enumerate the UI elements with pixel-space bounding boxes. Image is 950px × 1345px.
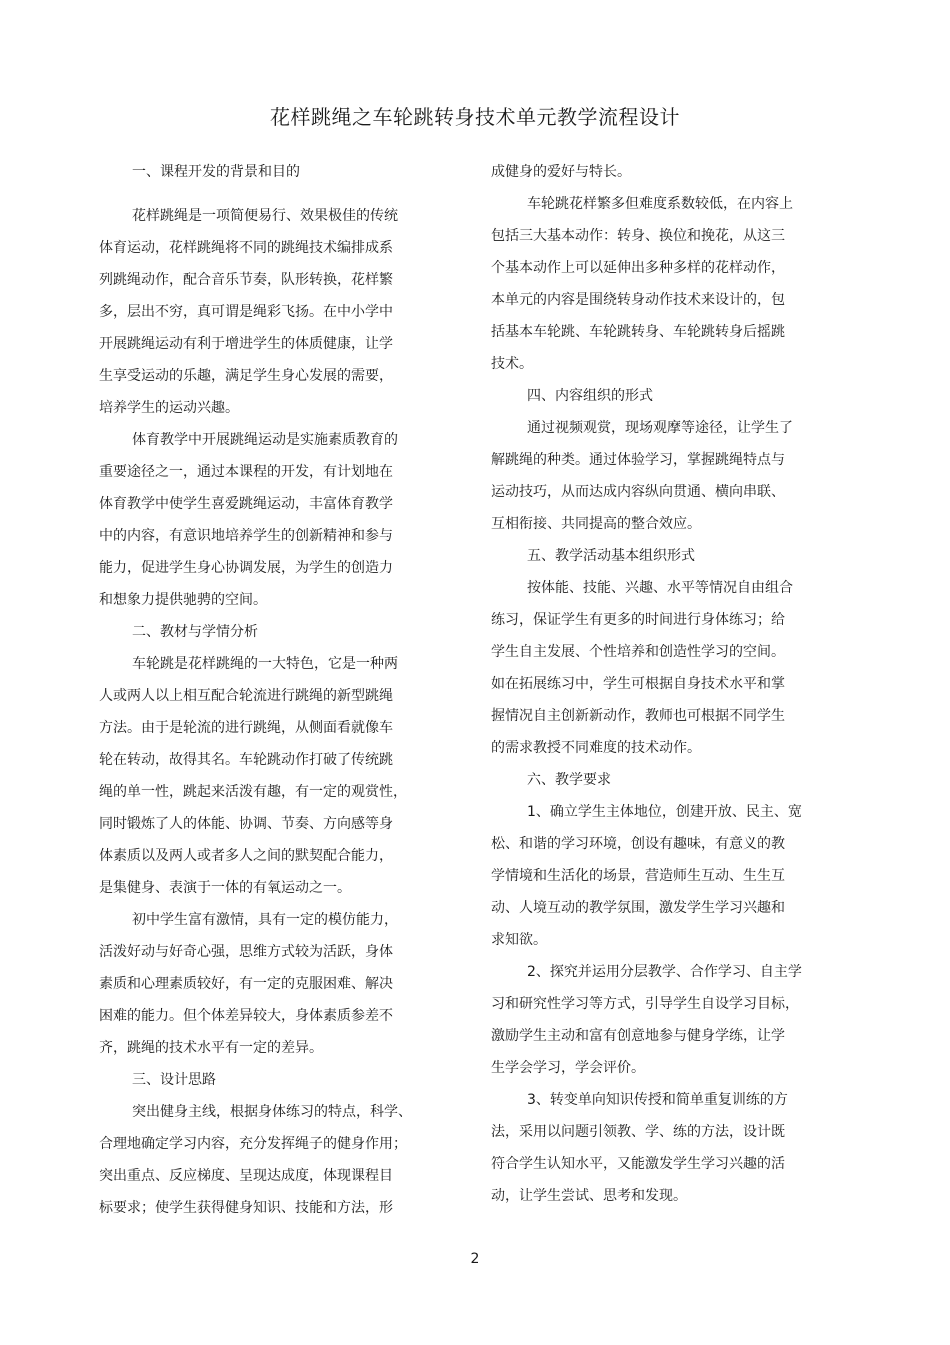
text-line: 同时锻炼了人的体能、协调、节奏、方向感等身	[99, 816, 393, 832]
text-line: 解跳绳的种类。通过体验学习，掌握跳绳特点与	[491, 452, 785, 468]
text-line: 是集健身、表演于一体的有氧运动之一。	[99, 880, 351, 896]
text-line: 运动技巧，从而达成内容纵向贯通、横向串联、	[491, 484, 785, 500]
text-line: 如在拓展练习中，学生可根据自身技术水平和掌	[491, 676, 785, 692]
text-line: 齐，跳绳的技术水平有一定的差异。	[99, 1040, 323, 1056]
text-line: 符合学生认知水平，又能激发学生学习兴趣的活	[491, 1156, 785, 1172]
text-line: 互相衔接、共同提高的整合效应。	[491, 516, 701, 532]
text-line: 的需求教授不同难度的技术动作。	[491, 740, 701, 756]
text-line: 一、课程开发的背景和目的	[132, 164, 300, 180]
text-line: 培养学生的运动兴趣。	[99, 400, 239, 416]
page-title: 花样跳绳之车轮跳转身技术单元教学流程设计	[270, 105, 680, 129]
text-line: 学情境和生活化的场景，营造师生互动、生生互	[491, 868, 785, 884]
text-line: 松、和谐的学习环境，创设有趣味，有意义的教	[491, 836, 785, 852]
text-line: 法，采用以问题引领教、学、练的方法，设计既	[491, 1124, 785, 1140]
text-line: 二、教材与学情分析	[132, 624, 258, 640]
text-line: 括基本车轮跳、车轮跳转身、车轮跳转身后摇跳	[491, 324, 785, 340]
text-line: 突出健身主线，根据身体练习的特点，科学、	[132, 1104, 412, 1120]
text-line: 按体能、技能、兴趣、水平等情况自由组合	[527, 580, 793, 596]
text-line: 素质和心理素质较好，有一定的克服困难、解决	[99, 976, 393, 992]
text-line: 体育教学中开展跳绳运动是实施素质教育的	[132, 432, 398, 448]
text-line: 活泼好动与好奇心强，思维方式较为活跃，身体	[99, 944, 393, 960]
text-line: 开展跳绳运动有利于增进学生的体质健康，让学	[99, 336, 393, 352]
text-line: 技术。	[491, 356, 533, 372]
text-line: 体育教学中使学生喜爱跳绳运动，丰富体育教学	[99, 496, 393, 512]
text-line: 轮在转动，故得其名。车轮跳动作打破了传统跳	[99, 752, 393, 768]
text-line: 列跳绳动作，配合音乐节奏，队形转换，花样繁	[99, 272, 393, 288]
text-line: 人或两人以上相互配合轮流进行跳绳的新型跳绳	[99, 688, 393, 704]
text-line: 体育运动，花样跳绳将不同的跳绳技术编排成系	[99, 240, 393, 256]
text-line: 通过视频观赏，现场观摩等途径，让学生了	[527, 420, 793, 436]
text-line: 练习，保证学生有更多的时间进行身体练习；给	[491, 612, 785, 628]
text-line: 中的内容，有意识地培养学生的创新精神和参与	[99, 528, 393, 544]
text-line: 标要求；使学生获得健身知识、技能和方法，形	[99, 1200, 393, 1216]
text-line: 1、确立学生主体地位，创建开放、民主、宽	[527, 804, 802, 820]
text-line: 突出重点、反应梯度、呈现达成度，体现课程目	[99, 1168, 393, 1184]
text-line: 四、内容组织的形式	[527, 388, 653, 404]
text-line: 成健身的爱好与特长。	[491, 164, 631, 180]
text-line: 多，层出不穷，真可谓是绳彩飞扬。在中小学中	[99, 304, 393, 320]
text-line: 困难的能力。但个体差异较大，身体素质参差不	[99, 1008, 393, 1024]
text-line: 能力，促进学生身心协调发展，为学生的创造力	[99, 560, 393, 576]
text-line: 初中学生富有激情，具有一定的模仿能力，	[132, 912, 398, 928]
text-line: 五、教学活动基本组织形式	[527, 548, 695, 564]
text-line: 花样跳绳是一项简便易行、效果极佳的传统	[132, 208, 398, 224]
text-line: 个基本动作上可以延伸出多种多样的花样动作，	[491, 260, 785, 276]
text-line: 合理地确定学习内容，充分发挥绳子的健身作用；	[99, 1136, 407, 1152]
page-number: 2	[470, 1251, 480, 1267]
text-line: 激励学生主动和富有创意地参与健身学练，让学	[491, 1028, 785, 1044]
text-line: 习和研究性学习等方式，引导学生自设学习目标，	[491, 996, 799, 1012]
text-line: 车轮跳花样繁多但难度系数较低，在内容上	[527, 196, 793, 212]
text-line: 生学会学习，学会评价。	[491, 1060, 645, 1076]
text-line: 2、探究并运用分层教学、合作学习、自主学	[527, 964, 802, 980]
text-line: 动、人境互动的教学氛围，激发学生学习兴趣和	[491, 900, 785, 916]
text-line: 握情况自主创新新动作，教师也可根据不同学生	[491, 708, 785, 724]
text-line: 3、转变单向知识传授和简单重复训练的方	[527, 1092, 788, 1108]
text-line: 求知欲。	[491, 932, 547, 948]
text-line: 和想象力提供驰骋的空间。	[99, 592, 267, 608]
text-line: 体素质以及两人或者多人之间的默契配合能力，	[99, 848, 393, 864]
text-line: 六、教学要求	[527, 772, 611, 788]
text-line: 三、设计思路	[132, 1072, 216, 1088]
text-line: 动，让学生尝试、思考和发现。	[491, 1188, 687, 1204]
text-line: 包括三大基本动作：转身、换位和挽花，从这三	[491, 228, 785, 244]
text-line: 绳的单一性，跳起来活泼有趣，有一定的观赏性，	[99, 784, 407, 800]
text-line: 本单元的内容是围绕转身动作技术来设计的，包	[491, 292, 785, 308]
text-line: 车轮跳是花样跳绳的一大特色，它是一种两	[132, 656, 398, 672]
text-line: 方法。由于是轮流的进行跳绳，从侧面看就像车	[99, 720, 393, 736]
text-line: 学生自主发展、个性培养和创造性学习的空间。	[491, 644, 785, 660]
text-line: 生享受运动的乐趣，满足学生身心发展的需要，	[99, 368, 393, 384]
text-line: 重要途径之一，通过本课程的开发，有计划地在	[99, 464, 393, 480]
